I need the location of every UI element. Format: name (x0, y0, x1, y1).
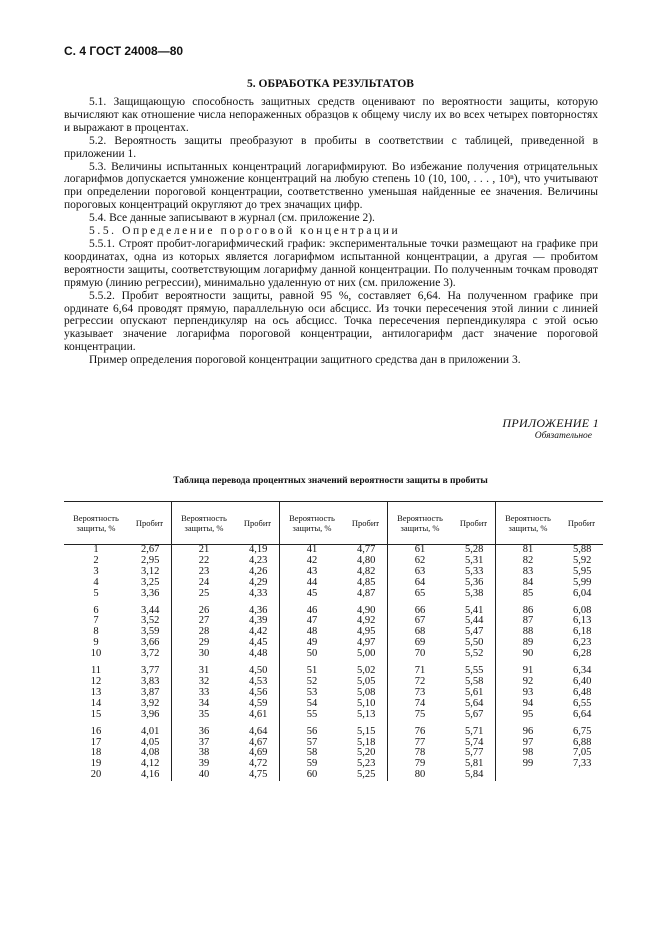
probit-cell: 5,08 (357, 686, 376, 698)
probability-cell: 61 (388, 545, 453, 556)
probability-cell: 96 (496, 727, 561, 738)
probability-cell: 46 (280, 606, 345, 617)
probability-cell: 52 (280, 677, 345, 688)
probability-cell: 40 (172, 770, 237, 781)
probit-cell: 4,33 (249, 587, 268, 599)
probability-cell: 84 (496, 578, 561, 589)
probability-cell: 97 (496, 738, 561, 749)
probit-cell: 5,18 (357, 736, 376, 748)
probability-cell: 76 (388, 727, 453, 738)
probit-cell: 4,87 (357, 587, 376, 599)
probability-cell: 77 (388, 738, 453, 749)
probability-cell: 25 (172, 589, 237, 600)
probit-cell: 5,67 (465, 708, 484, 720)
probit-cell: 4,90 (357, 604, 376, 616)
probit-cell: 5,23 (357, 758, 376, 770)
probit-cell: 5,74 (465, 736, 484, 748)
probability-cell: 24 (172, 578, 237, 589)
probit-cell: 5,50 (465, 637, 484, 649)
paragraph-5-2: 5.2. Вероятность защиты преобразуют в пробиты в соответствии с таблицей, приведенной в приложении 1. (64, 134, 598, 160)
probit-cell: 5,47 (465, 626, 484, 638)
probit-cell: 4,92 (357, 615, 376, 627)
probit-cell: 5,20 (357, 747, 376, 759)
table-row (64, 710, 603, 721)
probit-table (64, 501, 603, 781)
probit-cell: 4,53 (249, 675, 268, 687)
probability-cell: 69 (388, 638, 453, 649)
header-value-2: Вероятность защиты, % (172, 502, 237, 545)
probit-cell: 5,77 (465, 747, 484, 759)
probability-cell: 85 (496, 589, 561, 600)
probability-cell: 7 (93, 615, 99, 627)
probability-cell: 32 (172, 677, 237, 688)
probability-cell: 1 (93, 544, 99, 555)
probability-cell: 75 (388, 710, 453, 721)
probability-cell: 59 (280, 759, 345, 770)
probit-cell: 5,15 (357, 725, 376, 737)
probability-cell: 48 (280, 627, 345, 638)
probability-cell: 78 (388, 748, 453, 759)
probability-cell: 21 (172, 545, 237, 556)
probit-cell: 4,01 (141, 725, 160, 737)
probit-cell: 4,08 (141, 747, 160, 759)
probit-cell: 3,96 (141, 708, 160, 720)
table-row (64, 770, 603, 781)
probit-cell: 4,39 (249, 615, 268, 627)
probability-cell: 2 (93, 554, 99, 566)
probit-cell: 5,41 (465, 604, 484, 616)
probability-cell: 57 (280, 738, 345, 749)
probability-cell: 20 (90, 769, 102, 781)
probit-cell: 6,34 (573, 665, 592, 677)
probability-cell: 58 (280, 748, 345, 759)
probit-cell: 7,33 (573, 758, 592, 770)
probability-cell: 17 (90, 736, 102, 748)
probability-cell: 51 (280, 666, 345, 677)
probit-cell: 3,25 (141, 576, 160, 588)
probability-cell: 68 (388, 627, 453, 638)
probability-cell: 33 (172, 688, 237, 699)
probit-cell: 4,67 (249, 736, 268, 748)
probability-cell: 14 (90, 697, 102, 709)
table-body (64, 545, 603, 782)
probit-cell: 3,72 (141, 648, 160, 660)
probit-cell: 4,26 (249, 565, 268, 577)
probit-cell: 5,52 (465, 648, 484, 660)
probit-cell: 4,69 (249, 747, 268, 759)
probability-cell: 64 (388, 578, 453, 589)
probability-cell: 43 (280, 567, 345, 578)
probit-cell: 3,66 (141, 637, 160, 649)
probit-cell: 4,05 (141, 736, 160, 748)
header-probit-3: Пробит (344, 502, 388, 545)
section-title: 5. ОБРАБОТКА РЕЗУЛЬТАТОВ (247, 78, 414, 90)
probability-cell: 36 (172, 727, 237, 738)
probability-cell: 93 (496, 688, 561, 699)
probability-cell (496, 770, 561, 781)
probability-cell: 90 (496, 649, 561, 660)
probit-cell: 4,48 (249, 648, 268, 660)
probit-cell: 5,84 (465, 769, 484, 781)
probit-cell: 4,80 (357, 554, 376, 566)
paragraph-5-5-1: 5.5.1. Строят пробит-логарифмический график: экспериментальные точки размещают на графике при координатах, одна из которых является логарифмом испытанной концентрации, а другая — пробитом вероятности защиты, соответствующим логарифму данной концентрации. По полученным точкам проводят прямую (линию регрессии), минимально удаленную от них (см. приложение 3). (64, 237, 598, 289)
probability-cell: 87 (496, 616, 561, 627)
probit-cell (560, 770, 603, 781)
probit-cell: 6,13 (573, 615, 592, 627)
table-row (64, 589, 603, 600)
probability-cell: 81 (496, 545, 561, 556)
probability-cell: 92 (496, 677, 561, 688)
probability-cell: 29 (172, 638, 237, 649)
probit-cell: 4,59 (249, 697, 268, 709)
paragraph-5-4: 5.4. Все данные записывают в журнал (см. приложение 2). (89, 212, 375, 225)
probability-cell: 5 (93, 587, 99, 599)
probability-cell: 31 (172, 666, 237, 677)
probit-cell: 3,36 (141, 587, 160, 599)
probability-cell: 28 (172, 627, 237, 638)
appendix-title: ПРИЛОЖЕНИЕ 1 (502, 416, 599, 430)
probit-cell: 3,59 (141, 626, 160, 638)
probability-cell: 13 (90, 686, 102, 698)
probit-cell: 4,64 (249, 725, 268, 737)
probability-cell: 26 (172, 606, 237, 617)
probability-cell: 35 (172, 710, 237, 721)
probit-cell: 5,02 (357, 665, 376, 677)
probability-cell: 12 (90, 675, 102, 687)
table-row (64, 578, 603, 589)
probit-cell: 5,13 (357, 708, 376, 720)
probability-cell: 88 (496, 627, 561, 638)
probability-cell: 4 (93, 576, 99, 588)
probit-cell: 6,75 (573, 725, 592, 737)
probability-cell: 27 (172, 616, 237, 627)
probability-cell: 55 (280, 710, 345, 721)
probit-cell: 4,12 (141, 758, 160, 770)
probit-cell: 5,28 (465, 544, 484, 555)
probability-cell: 34 (172, 699, 237, 710)
probit-cell: 6,40 (573, 675, 592, 687)
probit-cell: 4,36 (249, 604, 268, 616)
probability-cell: 23 (172, 567, 237, 578)
page-header: С. 4 ГОСТ 24008—80 (64, 44, 184, 58)
probability-cell: 65 (388, 589, 453, 600)
probit-cell: 4,95 (357, 626, 376, 638)
probit-cell: 7,05 (573, 747, 592, 759)
probit-cell: 4,29 (249, 576, 268, 588)
probit-cell: 2,95 (141, 554, 160, 566)
header-value-3: Вероятность защиты, % (280, 502, 345, 545)
probit-cell: 4,97 (357, 637, 376, 649)
probability-cell: 47 (280, 616, 345, 627)
probability-cell: 53 (280, 688, 345, 699)
probability-cell: 98 (496, 748, 561, 759)
probit-cell: 6,64 (573, 708, 592, 720)
probability-cell: 6 (93, 604, 99, 616)
probability-cell: 44 (280, 578, 345, 589)
probability-cell: 95 (496, 710, 561, 721)
probability-cell: 11 (90, 665, 102, 677)
header-value-1: Вероятность защиты, % (64, 502, 128, 545)
probit-cell: 4,16 (141, 769, 160, 781)
probability-cell: 99 (496, 759, 561, 770)
probability-cell: 37 (172, 738, 237, 749)
probability-cell: 30 (172, 649, 237, 660)
probability-cell: 67 (388, 616, 453, 627)
header-value-4: Вероятность защиты, % (388, 502, 453, 545)
probit-cell: 4,50 (249, 665, 268, 677)
probit-cell: 5,95 (573, 565, 592, 577)
probit-cell: 5,36 (465, 576, 484, 588)
probability-cell: 16 (90, 725, 102, 737)
probit-cell: 3,12 (141, 565, 160, 577)
probability-cell: 60 (280, 770, 345, 781)
probit-cell: 5,31 (465, 554, 484, 566)
probit-cell: 3,77 (141, 665, 160, 677)
probability-cell: 66 (388, 606, 453, 617)
probit-cell: 4,75 (249, 769, 268, 781)
paragraph-5-5-2: 5.5.2. Пробит вероятности защиты, равной 95 %, составляет 6,64. На полученном графике при ординате 6,64 проводят прямую, параллельную оси абсцисс. Из точки пересечения этой линии с линией регрессии опускают перпендикуляр на ось абсцисс. Точка пересечения перпендикуляра с этой осью указывает значение логарифма пороговой концентрации, антилогарифм даст значение пороговой концентрации. (64, 289, 598, 354)
probit-cell: 5,44 (465, 615, 484, 627)
header-value-5: Вероятность защиты, % (496, 502, 561, 545)
header-probit-2: Пробит (236, 502, 280, 545)
probit-cell: 6,23 (573, 637, 592, 649)
probability-cell: 19 (90, 758, 102, 770)
probit-cell: 6,48 (573, 686, 592, 698)
probit-cell: 3,92 (141, 697, 160, 709)
probit-cell: 5,33 (465, 565, 484, 577)
probit-cell: 6,08 (573, 604, 592, 616)
probability-cell: 80 (388, 770, 453, 781)
probability-cell: 3 (93, 565, 99, 577)
probit-cell: 5,25 (357, 769, 376, 781)
probability-cell: 38 (172, 748, 237, 759)
probit-cell: 6,04 (573, 587, 592, 599)
probit-cell: 4,72 (249, 758, 268, 770)
probit-cell: 3,83 (141, 675, 160, 687)
probit-cell: 2,67 (141, 544, 160, 555)
probability-cell: 94 (496, 699, 561, 710)
probability-cell: 54 (280, 699, 345, 710)
probit-cell: 6,88 (573, 736, 592, 748)
probit-cell: 4,23 (249, 554, 268, 566)
table-title: Таблица перевода процентных значений вероятности защиты в пробиты (173, 476, 488, 486)
probit-cell: 3,44 (141, 604, 160, 616)
probability-cell: 72 (388, 677, 453, 688)
probit-cell: 4,77 (357, 544, 376, 555)
probit-cell: 5,55 (465, 665, 484, 677)
probit-cell: 6,28 (573, 648, 592, 660)
probit-cell: 5,61 (465, 686, 484, 698)
probability-cell: 45 (280, 589, 345, 600)
probability-cell: 56 (280, 727, 345, 738)
probit-cell: 4,42 (249, 626, 268, 638)
probability-cell: 86 (496, 606, 561, 617)
paragraph-5-5: 5.5. Определение пороговой концентрации (89, 225, 401, 238)
probability-cell: 41 (280, 545, 345, 556)
table-header-row (64, 502, 603, 545)
paragraph-5-3: 5.3. Величины испытанных концентраций логарифмируют. Во избежание получения отрицательных логарифмов допускается умножение концентраций на любую степень 10 (10, 100, . . . , 10ⁿ), что учитывают при определении пороговой концентрации, соответственно уменьшая найденные ее значения. Величины пороговых концентраций округляют до трех значащих цифр. (64, 160, 598, 212)
probit-cell: 4,82 (357, 565, 376, 577)
probability-cell: 22 (172, 556, 237, 567)
paragraph-example: Пример определения пороговой концентрации защитного средства дан в приложении 3. (89, 354, 521, 367)
probit-cell: 5,64 (465, 697, 484, 709)
table-row (64, 727, 603, 738)
probit-cell: 3,52 (141, 615, 160, 627)
probit-cell: 5,88 (573, 544, 592, 555)
probit-cell: 5,71 (465, 725, 484, 737)
probit-cell: 5,92 (573, 554, 592, 566)
header-probit-4: Пробит (452, 502, 496, 545)
paragraph-5-1: 5.1. Защищающую способность защитных средств оценивают по вероятности защиты, которую вычисляют как отношение числа непораженных образцов к общему числу их во всех четырех повторностях и выражают в процентах. (64, 96, 598, 134)
probit-cell: 3,87 (141, 686, 160, 698)
probit-cell: 4,56 (249, 686, 268, 698)
probability-cell: 63 (388, 567, 453, 578)
probability-cell: 62 (388, 556, 453, 567)
probit-cell: 5,38 (465, 587, 484, 599)
probit-cell: 6,18 (573, 626, 592, 638)
probability-cell: 70 (388, 649, 453, 660)
probability-cell: 82 (496, 556, 561, 567)
probability-cell: 10 (90, 648, 102, 660)
probability-cell: 73 (388, 688, 453, 699)
probit-cell: 5,58 (465, 675, 484, 687)
probability-cell: 74 (388, 699, 453, 710)
appendix-heading (502, 416, 599, 441)
probit-cell: 5,05 (357, 675, 376, 687)
probit-cell: 6,55 (573, 697, 592, 709)
probit-cell: 4,45 (249, 637, 268, 649)
table-row (64, 649, 603, 660)
probability-cell: 91 (496, 666, 561, 677)
probability-cell: 71 (388, 666, 453, 677)
probability-cell: 83 (496, 567, 561, 578)
probability-cell: 79 (388, 759, 453, 770)
header-probit-5: Пробит (560, 502, 603, 545)
probability-cell: 9 (93, 637, 99, 649)
probability-cell: 50 (280, 649, 345, 660)
appendix-subtitle: Обязательное (534, 431, 592, 441)
probit-cell: 5,81 (465, 758, 484, 770)
probability-cell: 18 (90, 747, 102, 759)
probit-cell: 5,99 (573, 576, 592, 588)
probit-cell: 5,10 (357, 697, 376, 709)
probability-cell: 8 (93, 626, 99, 638)
probability-cell: 42 (280, 556, 345, 567)
probability-cell: 89 (496, 638, 561, 649)
probability-cell: 39 (172, 759, 237, 770)
body-text (64, 96, 598, 367)
probit-cell: 4,19 (249, 544, 268, 555)
probability-cell: 15 (90, 708, 102, 720)
header-probit-1: Пробит (128, 502, 172, 545)
probit-cell: 4,61 (249, 708, 268, 720)
probit-cell: 5,00 (357, 648, 376, 660)
probability-cell: 49 (280, 638, 345, 649)
probit-cell: 4,85 (357, 576, 376, 588)
